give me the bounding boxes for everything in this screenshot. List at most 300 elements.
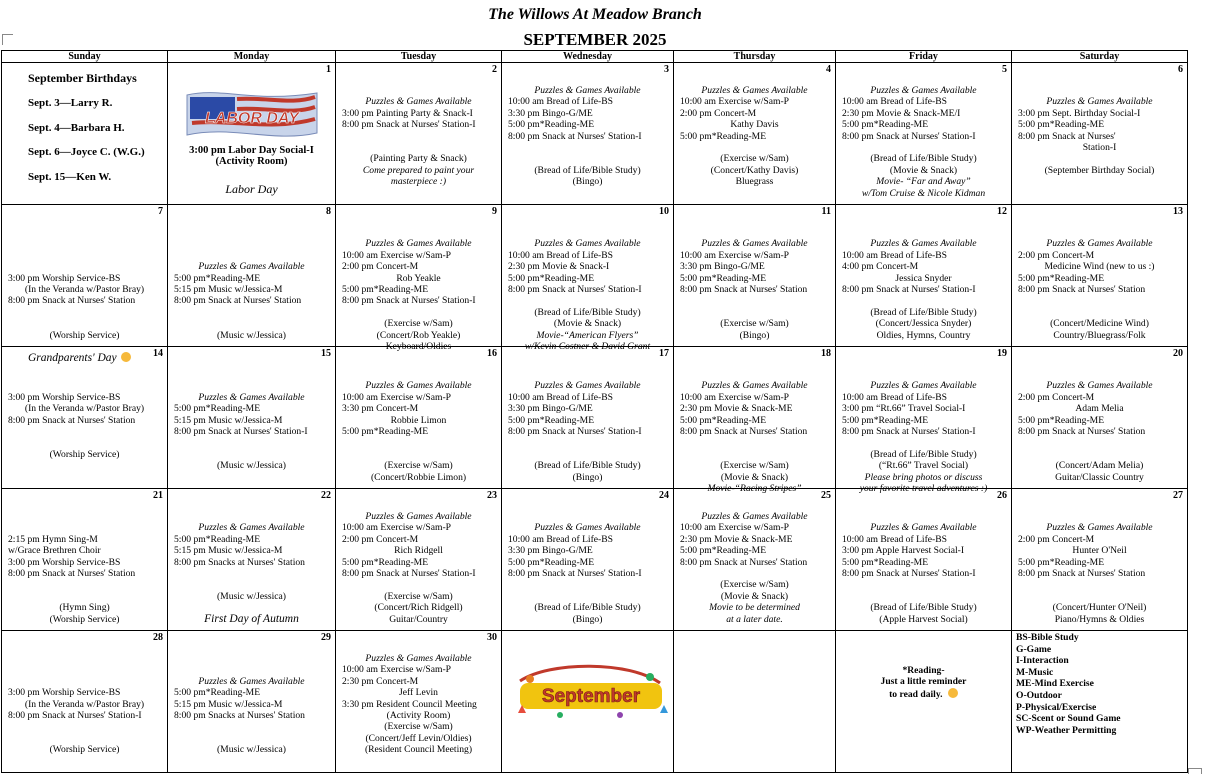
event-line xyxy=(2,522,167,533)
day-cell xyxy=(336,489,502,631)
event-line: 10:00 am Bread of Life-BS xyxy=(842,533,947,545)
day-number: 16 xyxy=(487,348,497,359)
day-events xyxy=(836,511,1011,630)
event-line: Puzzles & Games Available xyxy=(365,653,472,664)
event-line xyxy=(836,142,1011,153)
reading-note-line: Just a little reminder xyxy=(880,676,967,688)
event-line: 3:30 pm Concert-M xyxy=(342,403,419,415)
event-line: 8:00 pm Snack at Nurses' Station xyxy=(680,284,808,296)
event-line: 10:00 am Bread of Life-BS xyxy=(842,391,947,403)
event-line xyxy=(1012,307,1187,318)
event-line: 3:00 pm Sept. Birthday Social-I xyxy=(1018,107,1141,119)
event-line: Puzzles & Games Available xyxy=(534,85,641,96)
day-number: 9 xyxy=(492,206,497,217)
event-line: Movie-“Racing Stripes” xyxy=(707,483,802,495)
event-line xyxy=(2,426,167,437)
event-line: Jeff Levin xyxy=(399,687,438,699)
event-line xyxy=(2,261,167,272)
event-line: 8:00 pm Snack at Nurses' xyxy=(1018,130,1116,142)
event-line: Puzzles & Games Available xyxy=(701,238,808,250)
event-line xyxy=(168,238,335,249)
event-line: 5:15 pm Music w/Jessica-M xyxy=(174,698,283,710)
event-line: (Exercise w/Sam) xyxy=(720,153,789,165)
event-line: at a later date. xyxy=(726,613,783,625)
event-line xyxy=(836,295,1011,306)
event-line: Puzzles & Games Available xyxy=(534,238,641,250)
day-cell xyxy=(336,631,502,773)
event-line: Come prepared to paint your xyxy=(362,164,475,176)
day-events xyxy=(836,369,1011,495)
event-line: (Activity Room) xyxy=(215,156,288,168)
event-line: 10:00 am Exercise w/Sam-P xyxy=(680,391,789,403)
event-line: (Exercise w/Sam) xyxy=(384,460,453,472)
event-line xyxy=(1012,449,1187,460)
event-line: 10:00 am Bread of Life-BS xyxy=(508,249,613,261)
event-line: 3:00 pm Apple Harvest Social-I xyxy=(842,545,965,557)
day-number: 2 xyxy=(492,64,497,75)
week-row xyxy=(2,63,1188,205)
event-line: Rob Yeakle xyxy=(396,272,441,284)
day-number: 25 xyxy=(821,490,831,501)
holiday-label: Grandparents' Day xyxy=(2,352,167,364)
day-cell xyxy=(836,489,1012,631)
event-line xyxy=(168,318,335,329)
event-line: 8:00 pm Snack at Nurses' Station-I xyxy=(342,119,476,131)
event-line: Guitar/Country xyxy=(389,613,448,625)
event-line: 10:00 am Exercise w/Sam-P xyxy=(342,391,451,403)
day-number: 8 xyxy=(326,206,331,217)
event-line: (Concert/Hunter O'Neil) xyxy=(1052,602,1147,614)
event-line: 8:00 pm Snack at Nurses' Station xyxy=(1018,284,1146,296)
event-line xyxy=(836,437,1011,448)
event-line: 2:00 pm Concert-M xyxy=(1018,391,1095,403)
event-line: (Concert/Jeff Levin/Oldies) xyxy=(365,732,472,744)
day-number: 24 xyxy=(659,490,669,501)
empty-cell xyxy=(674,631,836,773)
event-line: (Movie & Snack) xyxy=(720,471,789,483)
event-line: (Worship Service) xyxy=(49,613,120,625)
event-line xyxy=(836,591,1011,602)
event-line: 5:00 pm*Reading-ME xyxy=(842,119,929,131)
event-line: Puzzles & Games Available xyxy=(198,261,305,273)
day-cell xyxy=(168,489,336,631)
day-cell xyxy=(836,205,1012,347)
event-line xyxy=(674,227,835,238)
event-line: (Exercise w/Sam) xyxy=(720,460,789,472)
event-line xyxy=(1012,153,1187,164)
day-events xyxy=(502,85,673,204)
event-line: 5:00 pm*Reading-ME xyxy=(1018,272,1105,284)
event-line: 8:00 pm Snack at Nurses' Station-I xyxy=(342,295,476,307)
event-line: (Worship Service) xyxy=(49,744,120,756)
event-line: Puzzles & Games Available xyxy=(1046,522,1153,534)
event-line: 10:00 am Exercise w/Sam-P xyxy=(680,522,789,534)
weekday-header: Saturday xyxy=(1012,51,1188,63)
event-line: (Movie & Snack) xyxy=(889,164,958,176)
day-number: 3 xyxy=(664,64,669,75)
event-line: Puzzles & Games Available xyxy=(198,522,305,534)
event-line: (Bread of Life/Bible Study) xyxy=(870,306,977,318)
event-line: 3:00 pm Worship Service-BS xyxy=(8,272,121,284)
event-line: (Exercise w/Sam) xyxy=(720,579,789,591)
legend-item: M-Music xyxy=(1016,666,1054,678)
event-line: 8:00 pm Snack at Nurses' Station-I xyxy=(842,284,976,296)
day-cell xyxy=(836,63,1012,205)
event-line xyxy=(1012,437,1187,448)
event-line: Puzzles & Games Available xyxy=(534,522,641,534)
birthdays-cell xyxy=(2,63,168,205)
day-cell xyxy=(336,63,502,205)
event-line: Bluegrass xyxy=(735,176,774,188)
event-line: w/Kevin Costner & David Grant xyxy=(524,341,651,353)
event-line xyxy=(674,369,835,380)
event-line: Puzzles & Games Available xyxy=(870,380,977,392)
day-events xyxy=(674,227,835,346)
day-events xyxy=(674,369,835,495)
week-row xyxy=(2,347,1188,489)
day-cell xyxy=(674,347,836,495)
event-line xyxy=(2,250,167,261)
event-line: 5:00 pm*Reading-ME xyxy=(842,414,929,426)
event-line: 3:30 pm Bingo-G/ME xyxy=(508,545,593,557)
legend-cell xyxy=(1012,631,1188,773)
event-line: 10:00 am Exercise w/Sam-P xyxy=(342,522,451,534)
event-line xyxy=(168,664,335,675)
legend-item: BS-Bible Study xyxy=(1016,632,1079,643)
event-line xyxy=(336,307,501,318)
event-line xyxy=(2,238,167,249)
event-line xyxy=(2,676,167,687)
event-line xyxy=(2,579,167,590)
event-line: (Movie & Snack) xyxy=(553,318,622,330)
event-line xyxy=(836,227,1011,238)
event-line: (Concert/Jessica Snyder) xyxy=(875,318,972,330)
weekday-header: Friday xyxy=(836,51,1012,63)
event-line: 2:30 pm Movie & Snack-ME/I xyxy=(842,107,961,119)
event-line: (Exercise w/Sam) xyxy=(384,318,453,330)
event-line xyxy=(502,437,673,448)
event-line xyxy=(1012,295,1187,306)
event-line: 8:00 pm Snack at Nurses' Station-I xyxy=(508,130,642,142)
event-line: Puzzles & Games Available xyxy=(1046,380,1153,392)
event-line: 5:00 pm*Reading-ME xyxy=(680,414,767,426)
day-number: 6 xyxy=(1178,64,1183,75)
event-line: (Bread of Life/Bible Study) xyxy=(534,164,641,176)
day-events xyxy=(1012,227,1187,346)
event-line: 2:30 pm Movie & Snack-ME xyxy=(680,533,793,545)
day-events xyxy=(1012,511,1187,630)
event-line: (Exercise w/Sam) xyxy=(384,721,453,733)
event-line: 2:30 pm Concert-M xyxy=(342,675,419,687)
event-line: 5:00 pm*Reading-ME xyxy=(842,556,929,568)
legend-item: ME-Mind Exercise xyxy=(1016,678,1094,690)
day-events xyxy=(674,85,835,204)
event-line: Puzzles & Games Available xyxy=(870,522,977,534)
event-line: 3:30 pm Bingo-G/ME xyxy=(508,107,593,119)
event-line: 5:00 pm*Reading-ME xyxy=(680,272,767,284)
event-line xyxy=(674,142,835,153)
event-line: 5:00 pm*Reading-ME xyxy=(342,284,429,296)
day-cell xyxy=(168,347,336,489)
event-line xyxy=(2,369,167,380)
event-line: 10:00 am Bread of Life-BS xyxy=(842,96,947,108)
event-line xyxy=(2,380,167,391)
event-line: Puzzles & Games Available xyxy=(701,85,808,96)
event-line: 5:00 pm*Reading-ME xyxy=(174,403,261,415)
event-line: (In the Veranda w/Pastor Bray) xyxy=(24,698,145,710)
event-line: your favorite travel adventures :) xyxy=(859,483,988,495)
event-line: 8:00 pm Snack at Nurses' Station-I xyxy=(842,568,976,580)
event-line: (In the Veranda w/Pastor Bray) xyxy=(24,284,145,296)
day-events xyxy=(2,369,167,488)
event-line: (Bread of Life/Bible Study) xyxy=(534,306,641,318)
event-line: Jessica Snyder xyxy=(895,272,952,284)
event-line: (Resident Council Meeting) xyxy=(364,744,473,756)
event-line: 10:00 am Bread of Life-BS xyxy=(508,96,613,108)
event-line: 8:00 pm Snack at Nurses' Station xyxy=(8,414,136,426)
day-cell-1 xyxy=(168,63,336,205)
day-events xyxy=(674,511,835,630)
event-line xyxy=(336,85,501,96)
day-cell xyxy=(836,347,1012,495)
event-line: (Activity Room) xyxy=(386,710,451,722)
event-line: (Concert/Medicine Wind) xyxy=(1050,318,1149,330)
month-title: SEPTEMBER 2025 xyxy=(523,30,667,49)
event-line: 8:00 pm Snack at Nurses' Station-I xyxy=(342,568,476,580)
weekday-header: Wednesday xyxy=(502,51,674,63)
event-line xyxy=(502,142,673,153)
event-line: 8:00 pm Snack at Nurses' Station-I xyxy=(842,130,976,142)
day-events xyxy=(502,227,673,353)
week-row xyxy=(2,631,1188,773)
day-number: 28 xyxy=(153,632,163,643)
event-line xyxy=(836,511,1011,522)
day-cell xyxy=(1012,347,1188,489)
day-cell xyxy=(168,631,336,773)
event-line: Hunter O'Neil xyxy=(1072,545,1127,557)
event-line: 5:00 pm*Reading-ME xyxy=(1018,119,1105,131)
event-line: 3:00 pm Worship Service-BS xyxy=(8,391,121,403)
event-line xyxy=(336,131,501,142)
event-line: 8:00 pm Snack at Nurses' Station xyxy=(680,556,808,568)
day-cell xyxy=(1012,205,1188,347)
event-line xyxy=(2,653,167,664)
event-line: Puzzles & Games Available xyxy=(701,380,808,392)
birthdays-title: September Birthdays xyxy=(28,71,137,85)
event-line xyxy=(674,307,835,318)
event-line: Puzzles & Games Available xyxy=(365,96,472,108)
event-line: 10:00 am Bread of Life-BS xyxy=(508,391,613,403)
event-line xyxy=(2,437,167,448)
event-line: 8:00 pm Snack at Nurses' Station-I xyxy=(508,568,642,580)
event-line: (Bread of Life/Bible Study) xyxy=(534,460,641,472)
holiday-label: First Day of Autumn xyxy=(204,612,299,625)
event-line: 2:15 pm Hymn Sing-M xyxy=(8,533,98,545)
event-line xyxy=(168,380,335,391)
day-number: 13 xyxy=(1173,206,1183,217)
event-line xyxy=(336,142,501,153)
day-events xyxy=(336,369,501,488)
event-line xyxy=(502,153,673,164)
event-line xyxy=(168,568,335,579)
event-line: Keyboard/Oldies xyxy=(385,341,452,353)
day-number: 12 xyxy=(997,206,1007,217)
day-number: 10 xyxy=(659,206,669,217)
event-line: 5:00 pm*Reading-ME xyxy=(174,272,261,284)
event-line: 2:30 pm Movie & Snack-ME xyxy=(680,403,793,415)
event-line: 2:00 pm Concert-M xyxy=(1018,533,1095,545)
event-line: (Apple Harvest Social) xyxy=(879,613,968,625)
day-events xyxy=(336,85,501,204)
event-line: 5:00 pm*Reading-ME xyxy=(342,426,429,438)
event-line: 8:00 pm Snack at Nurses' Station-I xyxy=(508,426,642,438)
labor-day-logo-text: LABOR DAY xyxy=(204,110,299,127)
reading-note-line: *Reading- xyxy=(902,665,945,676)
event-line: (Concert/Robbie Limon) xyxy=(370,471,467,483)
day-cell xyxy=(2,631,168,773)
event-line xyxy=(1012,227,1187,238)
event-line: (Bingo) xyxy=(739,329,770,341)
event-line: Robbie Limon xyxy=(390,414,447,426)
event-line: Medicine Wind (new to us :) xyxy=(1044,261,1155,273)
event-line: Puzzles & Games Available xyxy=(365,238,472,250)
event-line: 5:15 pm Music w/Jessica-M xyxy=(174,414,283,426)
day-number: 18 xyxy=(821,348,831,359)
event-line: 5:15 pm Music w/Jessica-M xyxy=(174,545,283,557)
event-line: Rich Ridgell xyxy=(394,545,443,557)
day-cell xyxy=(674,63,836,205)
event-line: (Bread of Life/Bible Study) xyxy=(870,602,977,614)
event-line: 10:00 am Exercise w/Sam-P xyxy=(680,96,789,108)
event-line: Puzzles & Games Available xyxy=(198,675,305,687)
event-line: 8:00 pm Snack at Nurses' Station xyxy=(8,295,136,307)
margin-corner-mark xyxy=(2,34,13,45)
event-line: 5:00 pm*Reading-ME xyxy=(680,545,767,557)
day-number: 14 xyxy=(153,348,163,359)
weekday-header: Thursday xyxy=(674,51,836,63)
day-number: 30 xyxy=(487,632,497,643)
event-line: 5:00 pm*Reading-ME xyxy=(1018,414,1105,426)
event-line xyxy=(168,227,335,238)
legend-item: SC-Scent or Sound Game xyxy=(1016,713,1121,725)
event-line xyxy=(168,733,335,744)
day-number: 7 xyxy=(158,206,163,217)
event-line: (“Rt.66” Travel Social) xyxy=(878,460,969,472)
event-line: 3:30 pm Bingo-G/ME xyxy=(680,261,765,273)
event-line xyxy=(1012,369,1187,380)
holiday-label: Labor Day xyxy=(225,181,278,196)
birthday-entry: Sept. 3—Larry R. xyxy=(28,97,113,110)
event-line: (Music w/Jessica) xyxy=(216,460,286,472)
event-line: 5:00 pm*Reading-ME xyxy=(508,119,595,131)
event-line: (Bread of Life/Bible Study) xyxy=(870,448,977,460)
event-line: 5:00 pm*Reading-ME xyxy=(342,556,429,568)
event-line xyxy=(2,733,167,744)
event-line: 2:30 pm Movie & Snack-I xyxy=(508,261,610,273)
event-line: Puzzles & Games Available xyxy=(365,511,472,522)
event-line xyxy=(2,318,167,329)
event-line: Puzzles & Games Available xyxy=(870,238,977,250)
margin-corner-mark xyxy=(1188,768,1202,774)
event-line: Puzzles & Games Available xyxy=(1046,238,1153,250)
event-line: (In the Veranda w/Pastor Bray) xyxy=(24,403,145,415)
day-number: 11 xyxy=(821,206,831,217)
event-line: 8:00 pm Snack at Nurses' Station-I xyxy=(8,710,142,722)
event-line: Puzzles & Games Available xyxy=(1046,96,1153,108)
event-line xyxy=(336,437,501,448)
day-events xyxy=(836,85,1011,204)
event-line xyxy=(168,721,335,732)
event-line: (Concert/Kathy Davis) xyxy=(710,164,799,176)
event-line: 2:00 pm Concert-M xyxy=(1018,249,1095,261)
event-line: 5:00 pm*Reading-ME xyxy=(508,272,595,284)
event-line: 10:00 am Exercise w/Sam-P xyxy=(680,249,789,261)
day-number: 22 xyxy=(321,490,331,501)
event-line: (September Birthday Social) xyxy=(1044,164,1155,176)
event-line: masterpiece :) xyxy=(390,176,447,188)
event-line xyxy=(674,449,835,460)
day-number: 20 xyxy=(1173,348,1183,359)
event-line: (Worship Service) xyxy=(49,329,120,341)
event-line: (Music w/Jessica) xyxy=(216,744,286,756)
event-line: 2:00 pm Concert-M xyxy=(680,107,757,119)
weekday-header: Monday xyxy=(168,51,336,63)
event-line: Piano/Hymns & Oldies xyxy=(1054,613,1145,625)
day-cell xyxy=(2,489,168,631)
birthday-entry: Sept. 15—Ken W. xyxy=(28,170,112,183)
event-line: 3:30 pm Resident Council Meeting xyxy=(342,698,477,710)
event-line: Please bring photos or discuss xyxy=(864,471,983,483)
day-events xyxy=(502,511,673,630)
birthday-entry: Sept. 6—Joyce C. (W.G.) xyxy=(28,146,145,159)
event-line xyxy=(502,449,673,460)
event-line xyxy=(2,721,167,732)
event-line: 5:00 pm*Reading-ME xyxy=(680,130,767,142)
event-line xyxy=(502,511,673,522)
event-line xyxy=(1012,591,1187,602)
day-number: 1 xyxy=(326,64,331,75)
event-line: 2:00 pm Concert-M xyxy=(342,261,419,273)
event-line: Puzzles & Games Available xyxy=(701,511,808,522)
event-line: 8:00 pm Snack at Nurses' Station xyxy=(1018,568,1146,580)
event-line xyxy=(168,307,335,318)
event-line: 8:00 pm Snack at Nurses' Station-I xyxy=(508,284,642,296)
event-line xyxy=(168,449,335,460)
event-line: 10:00 am Exercise w/Sam-P xyxy=(342,664,451,676)
event-line: 5:00 pm*Reading-ME xyxy=(174,533,261,545)
event-line xyxy=(168,579,335,590)
weekday-header: Tuesday xyxy=(336,51,502,63)
day-cell xyxy=(336,347,502,489)
event-line: 3:00 pm Worship Service-BS xyxy=(8,687,121,699)
event-line: (Hymn Sing) xyxy=(59,602,110,614)
september-logo-text: September xyxy=(541,686,641,707)
event-line: Puzzles & Games Available xyxy=(198,391,305,403)
day-cell xyxy=(168,205,336,347)
event-line xyxy=(336,369,501,380)
event-line xyxy=(836,579,1011,590)
day-events xyxy=(168,227,335,346)
event-line xyxy=(168,653,335,664)
event-line: 5:00 pm*Reading-ME xyxy=(508,414,595,426)
day-events xyxy=(168,511,335,630)
event-line: Adam Melia xyxy=(1075,403,1124,415)
event-line: Movie- “Far and Away” xyxy=(876,176,971,188)
event-line xyxy=(674,437,835,448)
reading-note-line: to read daily. xyxy=(889,688,943,700)
event-line xyxy=(502,591,673,602)
day-events xyxy=(336,227,501,353)
